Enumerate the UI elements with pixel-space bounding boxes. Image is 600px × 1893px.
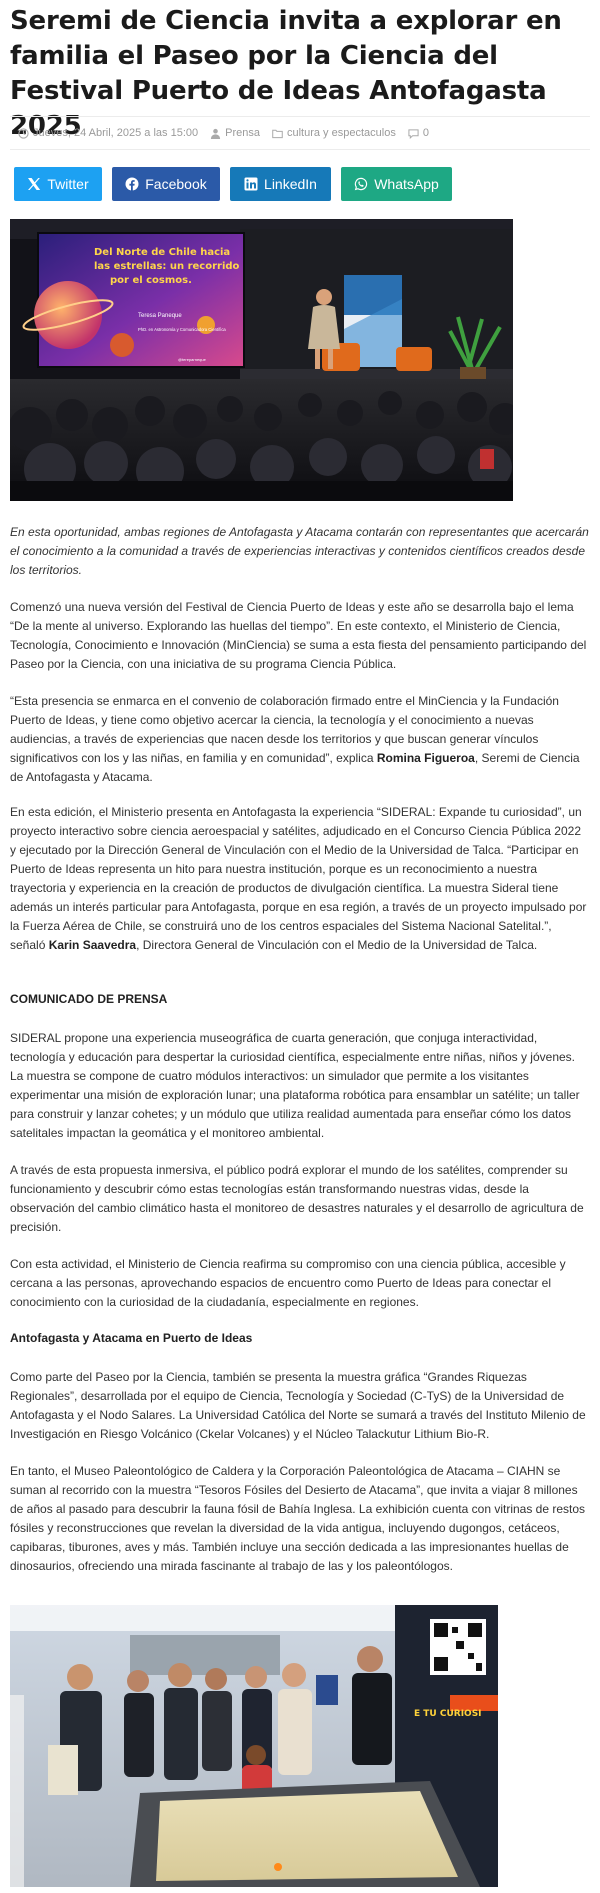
- meta-category[interactable]: [272, 127, 396, 139]
- quote-author-romina: Romina Figueroa: [376, 751, 475, 765]
- folder-icon: [272, 128, 283, 139]
- linkedin-icon: [244, 177, 258, 191]
- article-paragraph-4: SIDERAL propone una experiencia museográfica de cuarta generación, que conjuga interactividad, tecnología y educación para despertar la curiosidad científica, especialmente entre niñas, niños y jóvenes. La muestra se compone de cuatro módulos interactivos: un simulador que permite a los visitantes experimentar una misión de exploración lunar; una plataforma robótica para ensamblar un satélite; un taller para construir y lanzar cohetes; y un módulo que utiliza realidad aumentada para enseñar cómo los datos satelitales impactan la geomática y el monitoreo ambiental.: [10, 1031, 580, 1140]
- meta-author[interactable]: [210, 127, 260, 139]
- article-photo-exhibit: [10, 1605, 498, 1887]
- quote-author-karin: Karin Saavedra: [48, 938, 137, 952]
- article-paragraph-5: A través de esta propuesta inmersiva, el público podrá explorar el mundo de los satélites, comprender su funcionamiento y descubrir cómo estas tecnologías están transformando nuestras vidas, desde la observación del cambio climático hasta el monitoreo de desastres naturales y el desarrollo de agricultura de precisión.: [10, 1163, 584, 1234]
- share-bar: [14, 167, 452, 201]
- share-facebook-label: Facebook: [145, 176, 207, 192]
- article-paragraph-6: Con esta actividad, el Ministerio de Ciencia reafirma su compromiso con una ciencia pública, accesible y cercana a las personas, aprovechando espacios de encuentro como Puerto de Ideas para conectar el conocimiento con la curiosidad de la ciudadanía, especialmente en regiones.: [10, 1257, 566, 1309]
- meta-date: [18, 127, 198, 139]
- meta-category-text: cultura y espectaculos: [286, 127, 396, 139]
- meta-author-text: Prensa: [225, 127, 260, 139]
- share-twitter-button[interactable]: [14, 167, 102, 201]
- meta-date-text: Jueves, 24 Abril, 2025 a las 15:00: [33, 127, 199, 139]
- whatsapp-icon: [354, 177, 368, 191]
- paragraph-2-text-b: , Seremi de Ciencia de Antofagasta y Atacama.: [10, 751, 580, 784]
- share-whatsapp-label: WhatsApp: [374, 176, 439, 192]
- article-paragraph-3: [10, 803, 590, 955]
- share-twitter-label: Twitter: [47, 176, 89, 192]
- facebook-icon: [125, 177, 139, 191]
- article-meta: [10, 116, 590, 150]
- article-paragraph-7: Como parte del Paseo por la Ciencia, también se presenta la muestra gráfica “Grandes Riquezas Regionales”, desarrollada por el equipo de Ciencia, Tecnología y Sociedad (C-TyS) de la Universidad de Antofagasta y el Nodo Salares. La Universidad Católica del Norte se sumará a través del Instituto Milenio de Investigación en Riesgo Volcánico (Ckelar Volcanes) y el Núcleo Talackutur Lithium Bio-R.: [10, 1370, 586, 1441]
- article-paragraph-1: Comenzó una nueva versión del Festival de Ciencia Puerto de Ideas y este año se desarrolla bajo el lema “De la mente al universo. Explorando las huellas del tiempo”. En este contexto, el Ministerio de Ciencia, Tecnología, Conocimiento e Innovación (MinCiencia) se suma a esta fiesta del pensamiento participando del Paseo por la Ciencia, con una iniciativa de su programa Ciencia Pública.: [10, 600, 587, 671]
- clock-icon: [18, 128, 29, 139]
- comment-icon: [408, 128, 419, 139]
- share-linkedin-button[interactable]: [230, 167, 331, 201]
- x-logo-icon: [27, 177, 41, 191]
- article-intro: En esta oportunidad, ambas regiones de Antofagasta y Atacama contarán con representantes que acercarán el conocimiento a la comunidad a través de experiencias interactivas y contenidos científicos creados desde los territorios.: [10, 525, 589, 577]
- meta-comments[interactable]: [408, 127, 429, 139]
- share-whatsapp-button[interactable]: [341, 167, 452, 201]
- article-photo-talk: [10, 219, 513, 501]
- exhibit-photo-illustration: [10, 1605, 498, 1887]
- talk-photo-illustration: [10, 219, 513, 501]
- paragraph-3-text-a: En esta edición, el Ministerio presenta en Antofagasta la experiencia “SIDERAL: Expande tu curiosidad”, un proyecto interactivo sobre ciencia aeroespacial y satélites, adjudicado en el Concurso Ciencia Pública 2022 y ejecutado por la Dirección General de Vinculación con el Medio de la Universidad de Talca. “Participar en Puerto de Ideas representa un hito para nuestra institución, porque es un reconocimiento a nuestra trayectoria y experiencia en la creación de productos de divulgación científica. La muestra Sideral tiene además un interés particular para Antofagasta, porque en esa región, a través de un proyecto impulsado por la Fuerza Aérea de Chile, se construirá uno de los centros espaciales del Sistema Nacional Satelital.”, señaló: [10, 805, 587, 952]
- article-title: Seremi de Ciencia invita a explorar en familia el Paseo por la Ciencia del Festival Puerto de Ideas Antofagasta 2025: [10, 6, 562, 141]
- heading-comunicado: COMUNICADO DE PRENSA: [10, 992, 168, 1006]
- user-icon: [210, 128, 221, 139]
- slide-speaker-name: Teresa Paneque: [138, 313, 182, 319]
- paragraph-2-text-a: “Esta presencia se enmarca en el convenio de colaboración firmado entre el MinCiencia y la Fundación Puerto de Ideas, y tiene como objetivo acercar la ciencia, la tecnología y el conocimiento a nuevas audiencias, a través de experiencias que nacen desde los territorios y que buscan generar vínculos significativos con los y las niñas, en familia y en comunidad”, explica: [10, 694, 559, 765]
- banner-text: E TU CURIOSI: [414, 1709, 482, 1719]
- slide-speaker-role: PhD. en Astronomía y Comunicadora Científica: [138, 327, 226, 332]
- slide-handle: @tereparneque: [178, 357, 206, 362]
- meta-comments-count: 0: [422, 127, 429, 139]
- share-linkedin-label: LinkedIn: [264, 176, 317, 192]
- article-paragraph-2: [10, 692, 590, 787]
- heading-regiones: Antofagasta y Atacama en Puerto de Ideas: [10, 1331, 253, 1345]
- share-facebook-button[interactable]: [112, 167, 220, 201]
- article-paragraph-8: En tanto, el Museo Paleontológico de Caldera y la Corporación Paleontológica de Atacama – CIAHN se suman al recorrido con la muestra “Tesoros Fósiles del Desierto de Atacama”, que invita a viajar 8 millones de años al pasado para descubrir la fauna fósil de Bahía Inglesa. La exhibición cuenta con vitrinas de restos fósiles y reconstrucciones que revelan la diversidad de la vida antigua, incluyendo dugongos, cetáceos, capibaras, tiburones, aves y más. También incluye una sección dedicada a las impresionantes huellas de dinosaurios, ofreciendo una mirada fascinante al trabajo de las y los paleontólogos.: [10, 1464, 586, 1573]
- paragraph-3-text-b: , Directora General de Vinculación con el Medio de la Universidad de Talca.: [136, 938, 538, 952]
- slide-title: Del Norte de Chile hacia las estrellas: un recorrido por el cosmos.: [94, 247, 240, 286]
